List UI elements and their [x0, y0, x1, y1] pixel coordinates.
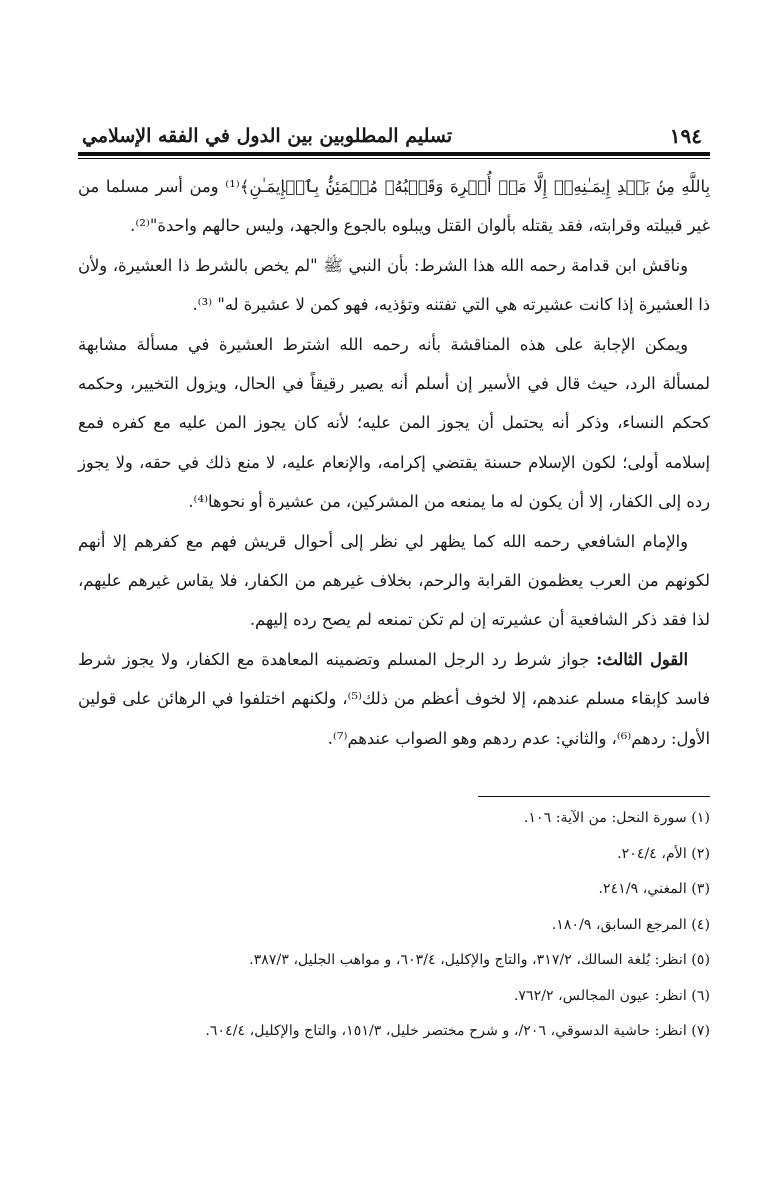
paragraph-shafii: والإمام الشافعي رحمه الله كما يظهر لي نظر إلى أحوال قريش فهم مع كفرهم إلا أنهم لكونهم من العرب يعظمون القرابة والرحم، بخلاف غيرهم من الكفار، فلا يقاس غيرهم عليهم، لذا فقد ذكر الشافعية أن عشيرته إن لم تكن تمنعه لم يصح رده إليهم.	[78, 531, 710, 630]
running-header	[78, 110, 710, 146]
paragraph-response: ويمكن الإجابة على هذه المناقشة بأنه رحمه الله اشترط العشيرة في مسألة مشابهة لمسألة الرد، حيث قال في الأسير إن أسلم أنه يصير رقيقاً في الحال، ويزول التخيير، وحكمه كحكم النساء، وذكر أنه يحتمل أن يجوز المن عليه؛ لأنه كان يجوز المن عليه مع كفره فمع إسلامه أولى؛ لكون الإسلام حسنة يقتضي إكرامه، والإنعام عليه، لا منع ذلك في حقه، ولا يجوز رده إلى الكفار، إلا أن يكون له ما يمنعه من المشركين، من عشيرة أو نحوها⁽⁴⁾.	[78, 334, 710, 512]
paragraph-ibn-qudamah: وناقش ابن قدامة رحمه الله هذا الشرط: بأن النبي ﷺ "لم يخص بالشرط ذا العشيرة، ولأن ذا العشيرة إذا كانت عشيرته هي التي تفتنه وتؤذيه، فهو كمن لا عشيرة له" ⁽³⁾.	[78, 255, 710, 315]
running-title: تسليم المطلوبين بين الدول في الفقه الإسلامي	[82, 125, 453, 147]
footnote-2: (٢) الأم، ٢٠٤/٤.	[617, 845, 710, 862]
page-number: ١٩٤	[669, 124, 702, 148]
footnote-separator	[478, 796, 710, 797]
paragraph-quran-continuation: بِاللَّهِ مِنۢ بَعۡدِ إِيمَـٰنِهِۦٓ إِلَّا مَنۡ أُكۡرِهَ وَقَلۡبُهُۥ مُطۡمَئِنُّۢ بِٱلۡإِيمَـٰنِ﴾⁽¹⁾ ومن أسر مسلما من غير قبيلته وقرابته، فقد يقتله بألوان القتل ويبلوه بالجوع والجهد، وليس حالهم واحدة"⁽²⁾.	[78, 177, 710, 236]
footnote-5: (٥) انظر: بُلغة السالك، ٣١٧/٢، والتاج والإكليل، ٦٠٣/٤، و مواهب الجليل، ٣٨٧/٣.	[249, 952, 710, 969]
main-text	[78, 167, 710, 758]
footnote-6: (٦) انظر: عيون المجالس، ٧٦٢/٢.	[513, 987, 710, 1004]
footnote-7: (٧) انظر: حاشية الدسوقي، ٢٠٦/، و شرح مختصر خليل، ١٥١/٣، والتاج والإكليل، ٦٠٤/٤.	[205, 1023, 710, 1040]
third-opinion-text: جواز شرط رد الرجل المسلم وتضمينه المعاهدة مع الكفار، ولا يجوز شرط فاسد كإبقاء مسلم عندهم، إلا لخوف أعظم من ذلك⁽⁵⁾، ولكنهم اختلفوا في الرهائن على قولين الأول: ردهم⁽⁶⁾، والثاني: عدم ردهم وهو الصواب عندهم⁽⁷⁾.	[78, 649, 710, 748]
paragraph-third-opinion	[78, 640, 710, 758]
header-rule-thick	[78, 152, 710, 156]
third-opinion-heading: القول الثالث:	[596, 649, 688, 669]
footnotes	[78, 801, 710, 1050]
header-rule-thin	[78, 158, 710, 159]
footnote-1: (١) سورة النحل: من الآية: ١٠٦.	[523, 810, 710, 827]
footnote-4: (٤) المرجع السابق، ١٨٠/٩.	[551, 916, 710, 933]
footnote-3: (٣) المغني، ٢٤١/٩.	[598, 881, 710, 898]
book-page	[78, 110, 710, 1050]
